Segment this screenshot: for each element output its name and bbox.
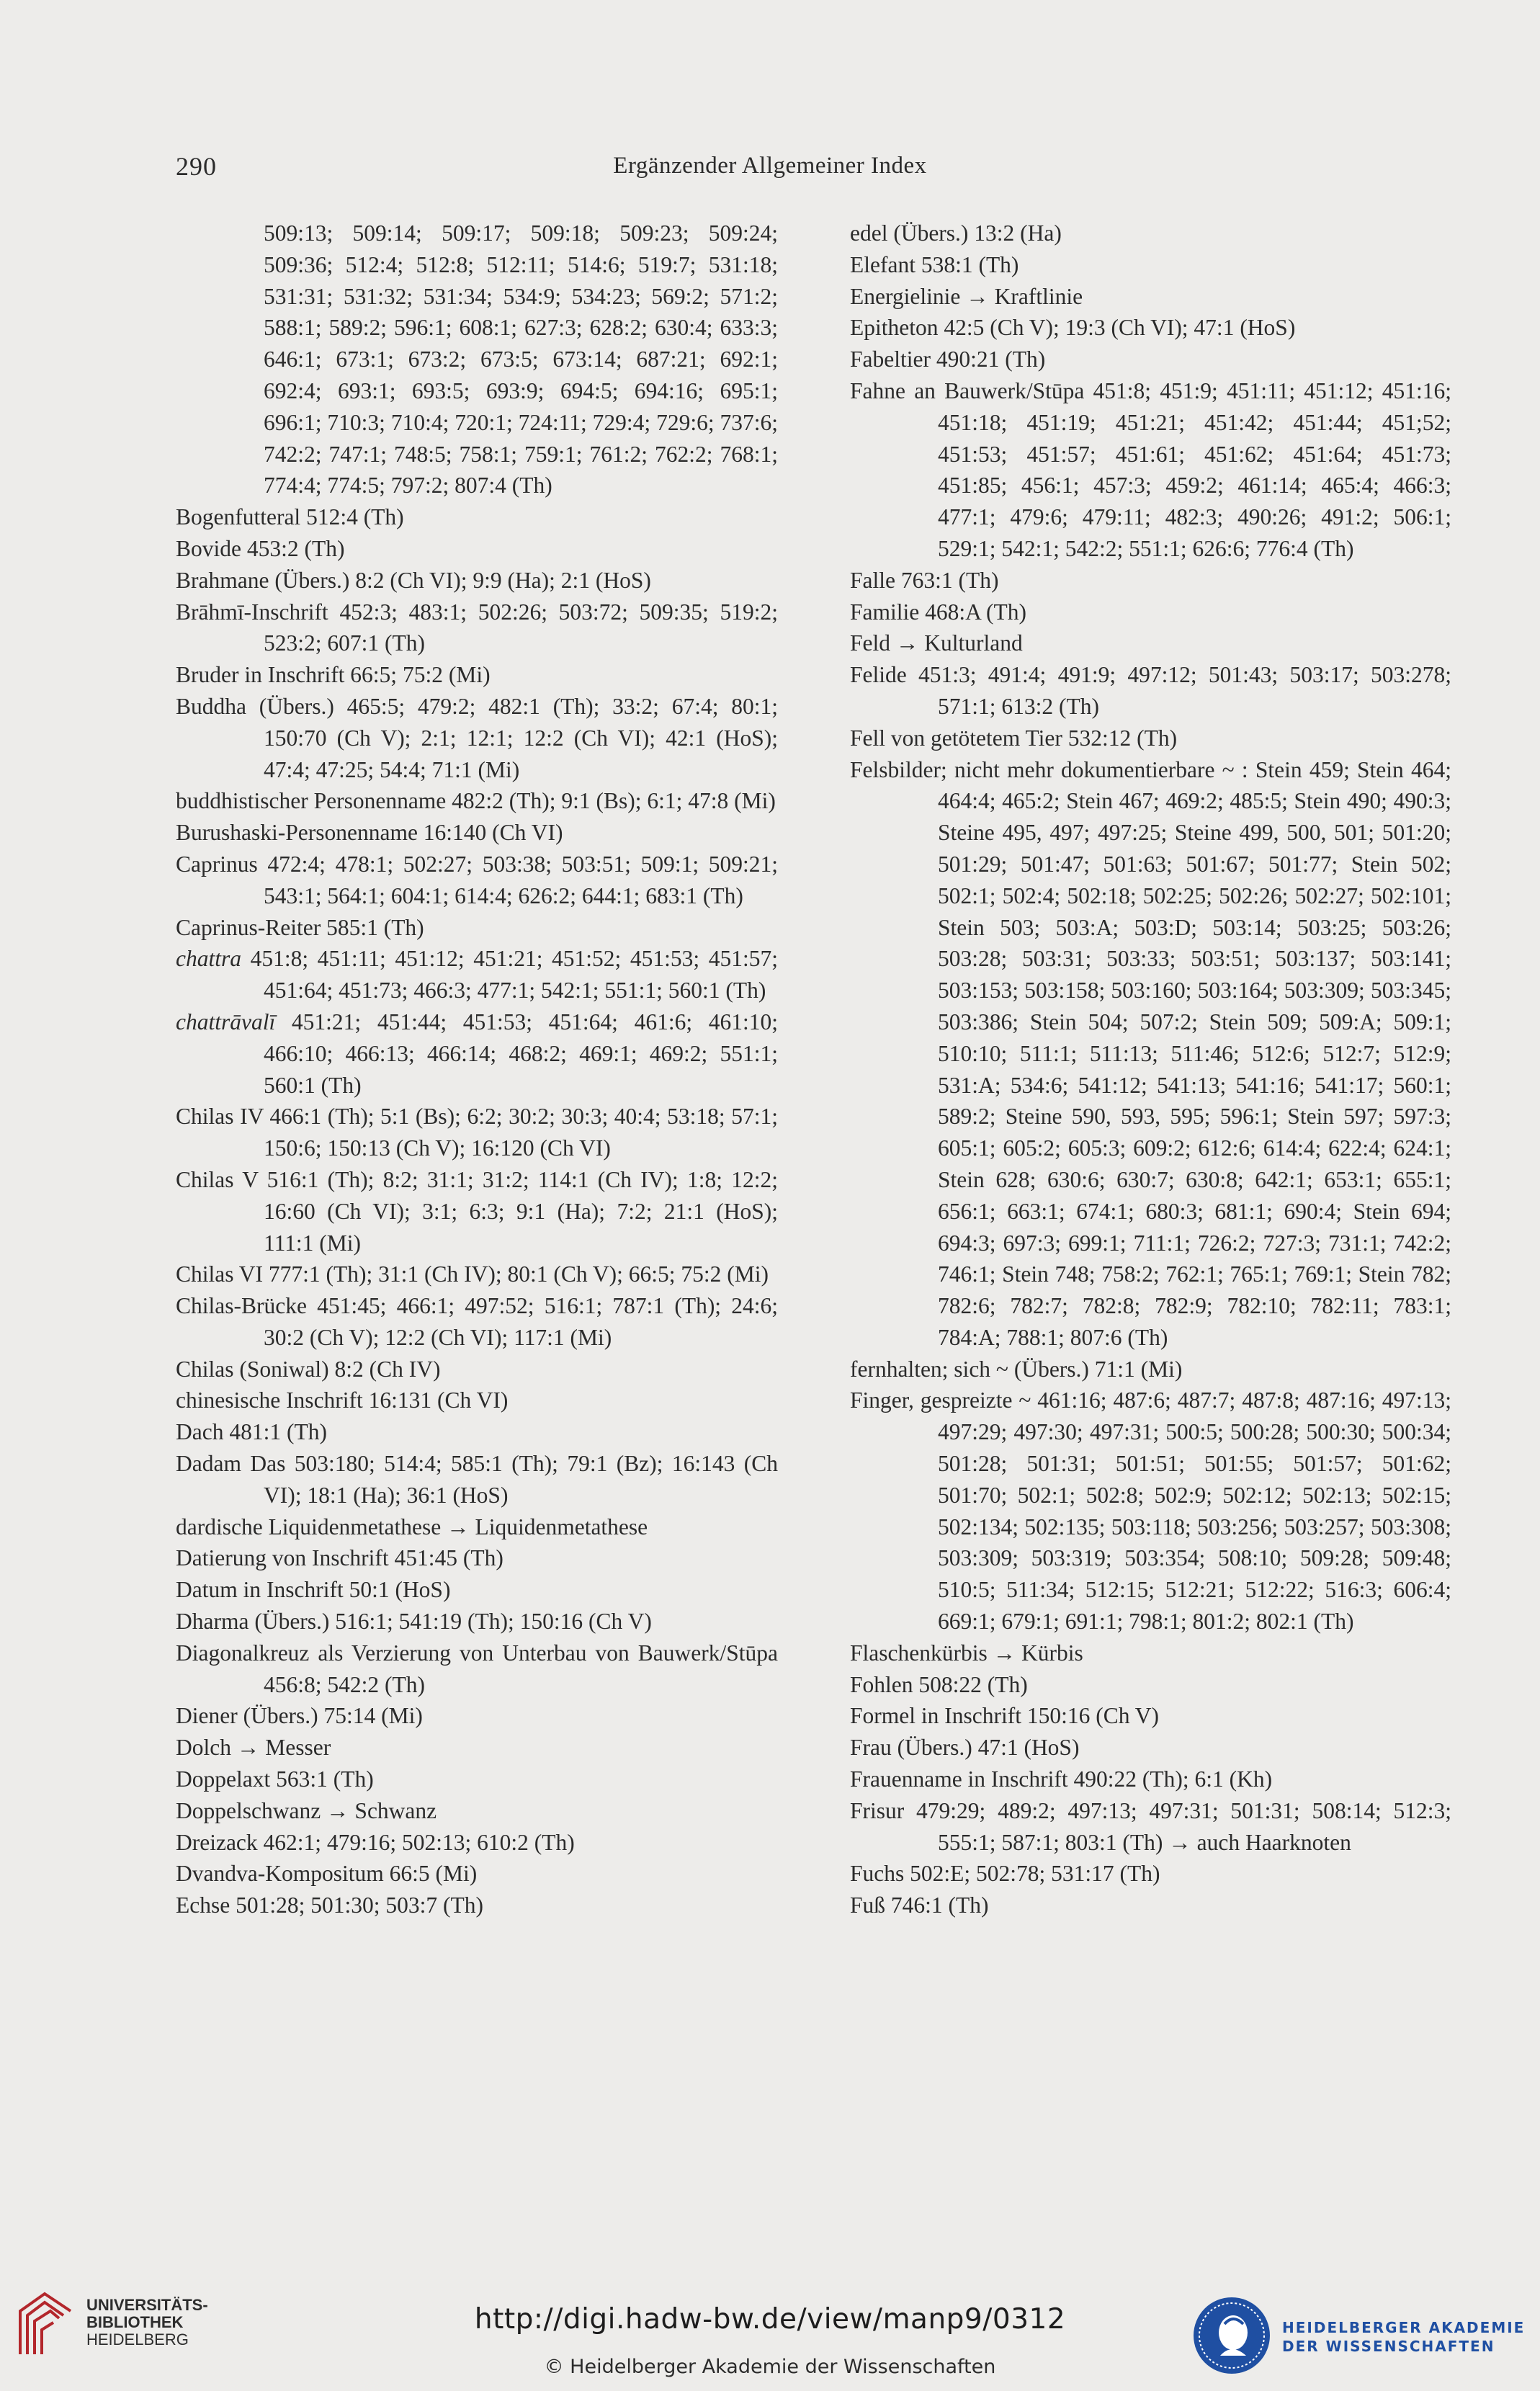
- index-entry: [850, 1385, 1451, 1637]
- index-text: Caprinus-Reiter 585:1 (Th): [176, 914, 424, 940]
- index-entry: [176, 565, 778, 596]
- index-text: Fahne an Bauwerk/Stūpa 451:8; 451:9; 451:11; 451:12; 451:16; 451:18; 451:19; 451:21; 451:42; 451:44; 451;52; 451:53; 451:57; 451:61; 451:62; 451:64; 451:73; 451:85; 456:1; 457:3; 459:2; 461:14; 465:4; 466:3; 477:1; 479:6; 479:11; 482:3; 490:26; 491:2; 506:1; 529:1; 542:1; 542:2; 551:1; 626:6; 776:4 (Th): [850, 377, 1451, 561]
- index-text: Buddha (Übers.) 465:5; 479:2; 482:1 (Th); 33:2; 67:4; 80:1; 150:70 (Ch V); 2:1; 12:1; 12:2 (Ch VI); 42:1 (HoS); 47:4; 47:25; 54:4; 71:1 (Mi): [176, 693, 778, 782]
- index-text: 509:13; 509:14; 509:17; 509:18; 509:23; 509:24; 509:36; 512:4; 512:8; 512:11; 514:6; 519:7; 531:18; 531:31; 531:32; 531:34; 534:9; 534:23; 569:2; 571:2; 588:1; 589:2; 596:1; 608:1; 627:3; 628:2; 630:4; 633:3; 646:1; 673:1; 673:2; 673:5; 673:14; 687:21; 692:1; 692:4; 693:1; 693:5; 693:9; 694:5; 694:16; 695:1; 696:1; 710:3; 710:4; 720:1; 724:11; 729:4; 729:6; 737:6; 742:2; 747:1; 748:5; 758:1; 759:1; 761:2; 762:2; 768:1; 774:4; 774:5; 797:2; 807:4 (Th): [264, 220, 778, 499]
- index-entry: [850, 1637, 1451, 1669]
- index-text: Brāhmī-Inschrift 452:3; 483:1; 502:26; 503:72; 509:35; 519:2; 523:2; 607:1 (Th): [176, 599, 778, 656]
- index-entry: [176, 533, 778, 565]
- index-text: Echse 501:28; 501:30; 503:7 (Th): [176, 1892, 483, 1918]
- index-entry: [850, 1764, 1451, 1795]
- index-entry: [850, 249, 1451, 281]
- library-line-1: UNIVERSITÄTS-: [86, 2296, 208, 2314]
- index-entry: [176, 1385, 778, 1416]
- library-line-2: BIBLIOTHEK: [86, 2313, 184, 2331]
- index-term: chattrāvalī: [176, 1009, 276, 1034]
- index-entry: [176, 1890, 778, 1921]
- index-entry: [850, 312, 1451, 344]
- index-entry: [176, 1416, 778, 1448]
- index-entry: [850, 565, 1451, 596]
- index-entry: [850, 1890, 1451, 1921]
- index-text: Elefant 538:1 (Th): [850, 251, 1019, 277]
- index-entry: [176, 1700, 778, 1732]
- index-text: Datierung von Inschrift 451:45 (Th): [176, 1545, 503, 1571]
- index-text: Frauenname in Inschrift 490:22 (Th); 6:1 (Kh): [850, 1766, 1273, 1792]
- index-text: Frau (Übers.) 47:1 (HoS): [850, 1735, 1080, 1761]
- index-text: Doppelschwanz → Schwanz: [176, 1797, 437, 1823]
- index-entry: [176, 1858, 778, 1890]
- index-entry: [176, 1606, 778, 1637]
- index-entry: [176, 849, 778, 912]
- index-text: Doppelaxt 563:1 (Th): [176, 1766, 374, 1792]
- library-line-3: HEIDELBERG: [86, 2330, 189, 2348]
- index-entry: [850, 754, 1451, 1354]
- index-entry: [176, 1290, 778, 1354]
- index-entry: [850, 1354, 1451, 1385]
- academy-line-2: DER WISSENSCHAFTEN: [1282, 2338, 1495, 2355]
- index-entry: [176, 785, 778, 817]
- index-text: Felide 451:3; 491:4; 491:9; 497:12; 501:43; 503:17; 503:278; 571:1; 613:2 (Th): [850, 662, 1451, 719]
- index-entry: [850, 1858, 1451, 1890]
- index-text: Fuß 746:1 (Th): [850, 1892, 989, 1918]
- index-entry: [176, 501, 778, 533]
- index-entry: [176, 1448, 778, 1511]
- index-entry: [176, 1101, 778, 1164]
- index-entry: [176, 659, 778, 691]
- index-entry: [850, 1669, 1451, 1701]
- index-entry: [176, 1259, 778, 1290]
- index-column-left: [176, 218, 778, 1921]
- academy-name: [1282, 2318, 1525, 2356]
- index-entry: [176, 1542, 778, 1574]
- index-text: Dharma (Übers.) 516:1; 541:19 (Th); 150:16 (Ch V): [176, 1609, 652, 1635]
- index-text: Dolch → Messer: [176, 1735, 331, 1761]
- index-text: Chilas-Brücke 451:45; 466:1; 497:52; 516:1; 787:1 (Th); 24:6; 30:2 (Ch V); 12:2 (Ch VI); 117:1 (Mi): [176, 1293, 778, 1350]
- index-text: Falle 763:1 (Th): [850, 567, 999, 593]
- index-entry: [850, 723, 1451, 754]
- index-text: Frisur 479:29; 489:2; 497:13; 497:31; 501:31; 508:14; 512:3; 555:1; 587:1; 803:1 (Th) → auch Haarknoten: [850, 1797, 1451, 1855]
- index-entry: [850, 281, 1451, 313]
- index-entry: [850, 375, 1451, 565]
- academy-line-1: HEIDELBERGER AKADEMIE: [1282, 2319, 1526, 2336]
- index-entry: [176, 1637, 778, 1701]
- index-text: Chilas IV 466:1 (Th); 5:1 (Bs); 6:2; 30:2; 30:3; 40:4; 53:18; 57:1; 150:6; 150:13 (Ch V); 16:120 (Ch VI): [176, 1104, 778, 1161]
- index-entry: [176, 596, 778, 660]
- page-number: 290: [176, 152, 217, 181]
- index-text: Fohlen 508:22 (Th): [850, 1671, 1028, 1697]
- index-text: Brahmane (Übers.) 8:2 (Ch VI); 9:9 (Ha); 2:1 (HoS): [176, 567, 651, 593]
- index-text: chinesische Inschrift 16:131 (Ch VI): [176, 1387, 509, 1413]
- index-text: Caprinus 472:4; 478:1; 502:27; 503:38; 503:51; 509:1; 509:21; 543:1; 564:1; 604:1; 614:4; 626:2; 644:1; 683:1 (Th): [176, 851, 778, 908]
- index-text: Familie 468:A (Th): [850, 599, 1026, 625]
- index-entry: [176, 943, 778, 1006]
- index-text: Burushaski-Personenname 16:140 (Ch VI): [176, 820, 563, 846]
- index-entry: [850, 659, 1451, 723]
- index-text: Flaschenkürbis → Kürbis: [850, 1640, 1083, 1666]
- copyright-notice: © Heidelberger Akademie der Wissenschaften: [544, 2356, 996, 2378]
- index-entry: [850, 627, 1451, 659]
- index-text: Diagonalkreuz als Verzierung von Unterbau von Bauwerk/Stūpa 456:8; 542:2 (Th): [176, 1640, 778, 1697]
- index-text: Bovide 453:2 (Th): [176, 535, 345, 561]
- index-text: Bogenfutteral 512:4 (Th): [176, 504, 404, 530]
- index-text: Epitheton 42:5 (Ch V); 19:3 (Ch VI); 47:1 (HoS): [850, 315, 1296, 341]
- index-entry: [176, 1574, 778, 1606]
- index-text: 451:8; 451:11; 451:12; 451:21; 451:52; 451:53; 451:57; 451:64; 451:73; 466:3; 477:1; 542:1; 551:1; 560:1 (Th): [241, 946, 778, 1004]
- index-entry: [176, 1511, 778, 1543]
- permalink[interactable]: http://digi.hadw-bw.de/view/manp9/0312: [474, 2303, 1066, 2336]
- footer: [0, 2262, 1540, 2391]
- index-text: Dadam Das 503:180; 514:4; 585:1 (Th); 79:1 (Bz); 16:143 (Ch VI); 18:1 (Ha); 36:1 (HoS): [176, 1451, 778, 1508]
- index-text: Chilas V 516:1 (Th); 8:2; 31:1; 31:2; 114:1 (Ch IV); 1:8; 12:2; 16:60 (Ch VI); 3:1; 6:3; 9:1 (Ha); 7:2; 21:1 (HoS); 111:1 (Mi): [176, 1166, 778, 1256]
- index-text: buddhistischer Personenname 482:2 (Th); 9:1 (Bs); 6:1; 47:8 (Mi): [176, 788, 776, 814]
- index-entry: [850, 1795, 1451, 1859]
- index-text: Feld → Kulturland: [850, 630, 1023, 656]
- index-entry: [850, 1732, 1451, 1764]
- running-title: Ergänzender Allgemeiner Index: [613, 153, 927, 179]
- index-term: chattra: [176, 946, 241, 972]
- index-entry: [176, 1164, 778, 1259]
- index-text: Finger, gespreizte ~ 461:16; 487:6; 487:7; 487:8; 487:16; 497:13; 497:29; 497:30; 497:31; 500:5; 500:28; 500:30; 500:34; 501:28; 501:31; 501:51; 501:55; 501:57; 501:62; 501:70; 502:1; 502:8; 502:9; 502:12; 502:13; 502:15; 502:134; 502:135; 503:118; 503:256; 503:257; 503:308; 503:309; 503:319; 503:354; 508:10; 509:28; 509:48; 510:5; 511:34; 512:15; 512:21; 512:22; 516:3; 606:4; 669:1; 679:1; 691:1; 798:1; 801:2; 802:1 (Th): [850, 1387, 1451, 1635]
- index-text: Diener (Übers.) 75:14 (Mi): [176, 1703, 423, 1729]
- index-text: Fell von getötetem Tier 532:12 (Th): [850, 725, 1178, 751]
- index-entry: [176, 1732, 778, 1764]
- index-text: Chilas (Soniwal) 8:2 (Ch IV): [176, 1356, 441, 1382]
- index-text: dardische Liquidenmetathese → Liquidenmetathese: [176, 1514, 648, 1539]
- index-text: Bruder in Inschrift 66:5; 75:2 (Mi): [176, 662, 491, 688]
- index-entry: [850, 218, 1451, 249]
- index-text: Fuchs 502:E; 502:78; 531:17 (Th): [850, 1861, 1160, 1887]
- index-entry: [176, 1354, 778, 1385]
- index-text: Formel in Inschrift 150:16 (Ch V): [850, 1703, 1160, 1729]
- index-entry: [176, 1764, 778, 1795]
- academy-seal-icon: [1191, 2295, 1272, 2376]
- index-text: fernhalten; sich ~ (Übers.) 71:1 (Mi): [850, 1356, 1183, 1382]
- index-text: Chilas VI 777:1 (Th); 31:1 (Ch IV); 80:1 (Ch V); 66:5; 75:2 (Mi): [176, 1261, 769, 1287]
- index-entry: [176, 218, 778, 501]
- index-text: Fabeltier 490:21 (Th): [850, 347, 1046, 372]
- index-text: 451:21; 451:44; 451:53; 451:64; 461:6; 461:10; 466:10; 466:13; 466:14; 468:2; 469:1; 469:2; 551:1; 560:1 (Th): [264, 1009, 778, 1098]
- index-entry: [176, 1827, 778, 1859]
- index-entry: [176, 691, 778, 785]
- index-column-right: [850, 218, 1451, 1921]
- index-entry: [850, 344, 1451, 375]
- index-entry: [850, 1700, 1451, 1732]
- index-entry: [176, 912, 778, 944]
- index-entry: [176, 817, 778, 849]
- index-text: Dreizack 462:1; 479:16; 502:13; 610:2 (Th): [176, 1829, 575, 1855]
- index-text: Dvandva-Kompositum 66:5 (Mi): [176, 1861, 478, 1887]
- index-text: Datum in Inschrift 50:1 (HoS): [176, 1577, 451, 1603]
- index-entry: [850, 596, 1451, 628]
- index-text: Energielinie → Kraftlinie: [850, 283, 1083, 309]
- index-text: Felsbilder; nicht mehr dokumentierbare ~ : Stein 459; Stein 464; 464:4; 465:2; Stein 467; 469:2; 485:5; Stein 490; 490:3; Steine 495, 497; 497:25; Steine 499, 500, 501; 501:20; 501:29; 501:47; 501:63; 501:67; 501:77; Stein 502; 502:1; 502:4; 502:18; 502:25; 502:26; 502:27; 502:101; Stein 503; 503:A; 503:D; 503:14; 503:25; 503:26; 503:28; 503:31; 503:33; 503:51; 503:137; 503:141; 503:153; 503:158; 503:160; 503:164; 503:309; 503:345; 503:386; Stein 504; 507:2; Stein 509; 509:A; 509:1; 510:10; 511:1; 511:13; 511:46; 512:6; 512:7; 512:9; 531:A; 534:6; 541:12; 541:13; 541:16; 541:17; 560:1; 589:2; Steine 590, 593, 595; 596:1; Stein 597; 597:3; 605:1; 605:2; 605:3; 609:2; 612:6; 614:4; 622:4; 624:1; Stein 628; 630:6; 630:7; 630:8; 642:1; 653:1; 655:1; 656:1; 663:1; 674:1; 680:3; 681:1; 690:4; Stein 694; 694:3; 697:3; 699:1; 711:1; 726:2; 727:3; 731:1; 742:2; 746:1; Stein 748; 758:2; 762:1; 765:1; 769:1; Stein 782; 782:6; 782:7; 782:8; 782:9; 782:10; 782:11; 783:1; 784:A; 788:1; 807:6 (Th): [850, 756, 1451, 1350]
- index-text: edel (Übers.) 13:2 (Ha): [850, 220, 1062, 246]
- index-text: Dach 481:1 (Th): [176, 1419, 327, 1445]
- index-entry: [176, 1795, 778, 1827]
- index-entry: [176, 1006, 778, 1101]
